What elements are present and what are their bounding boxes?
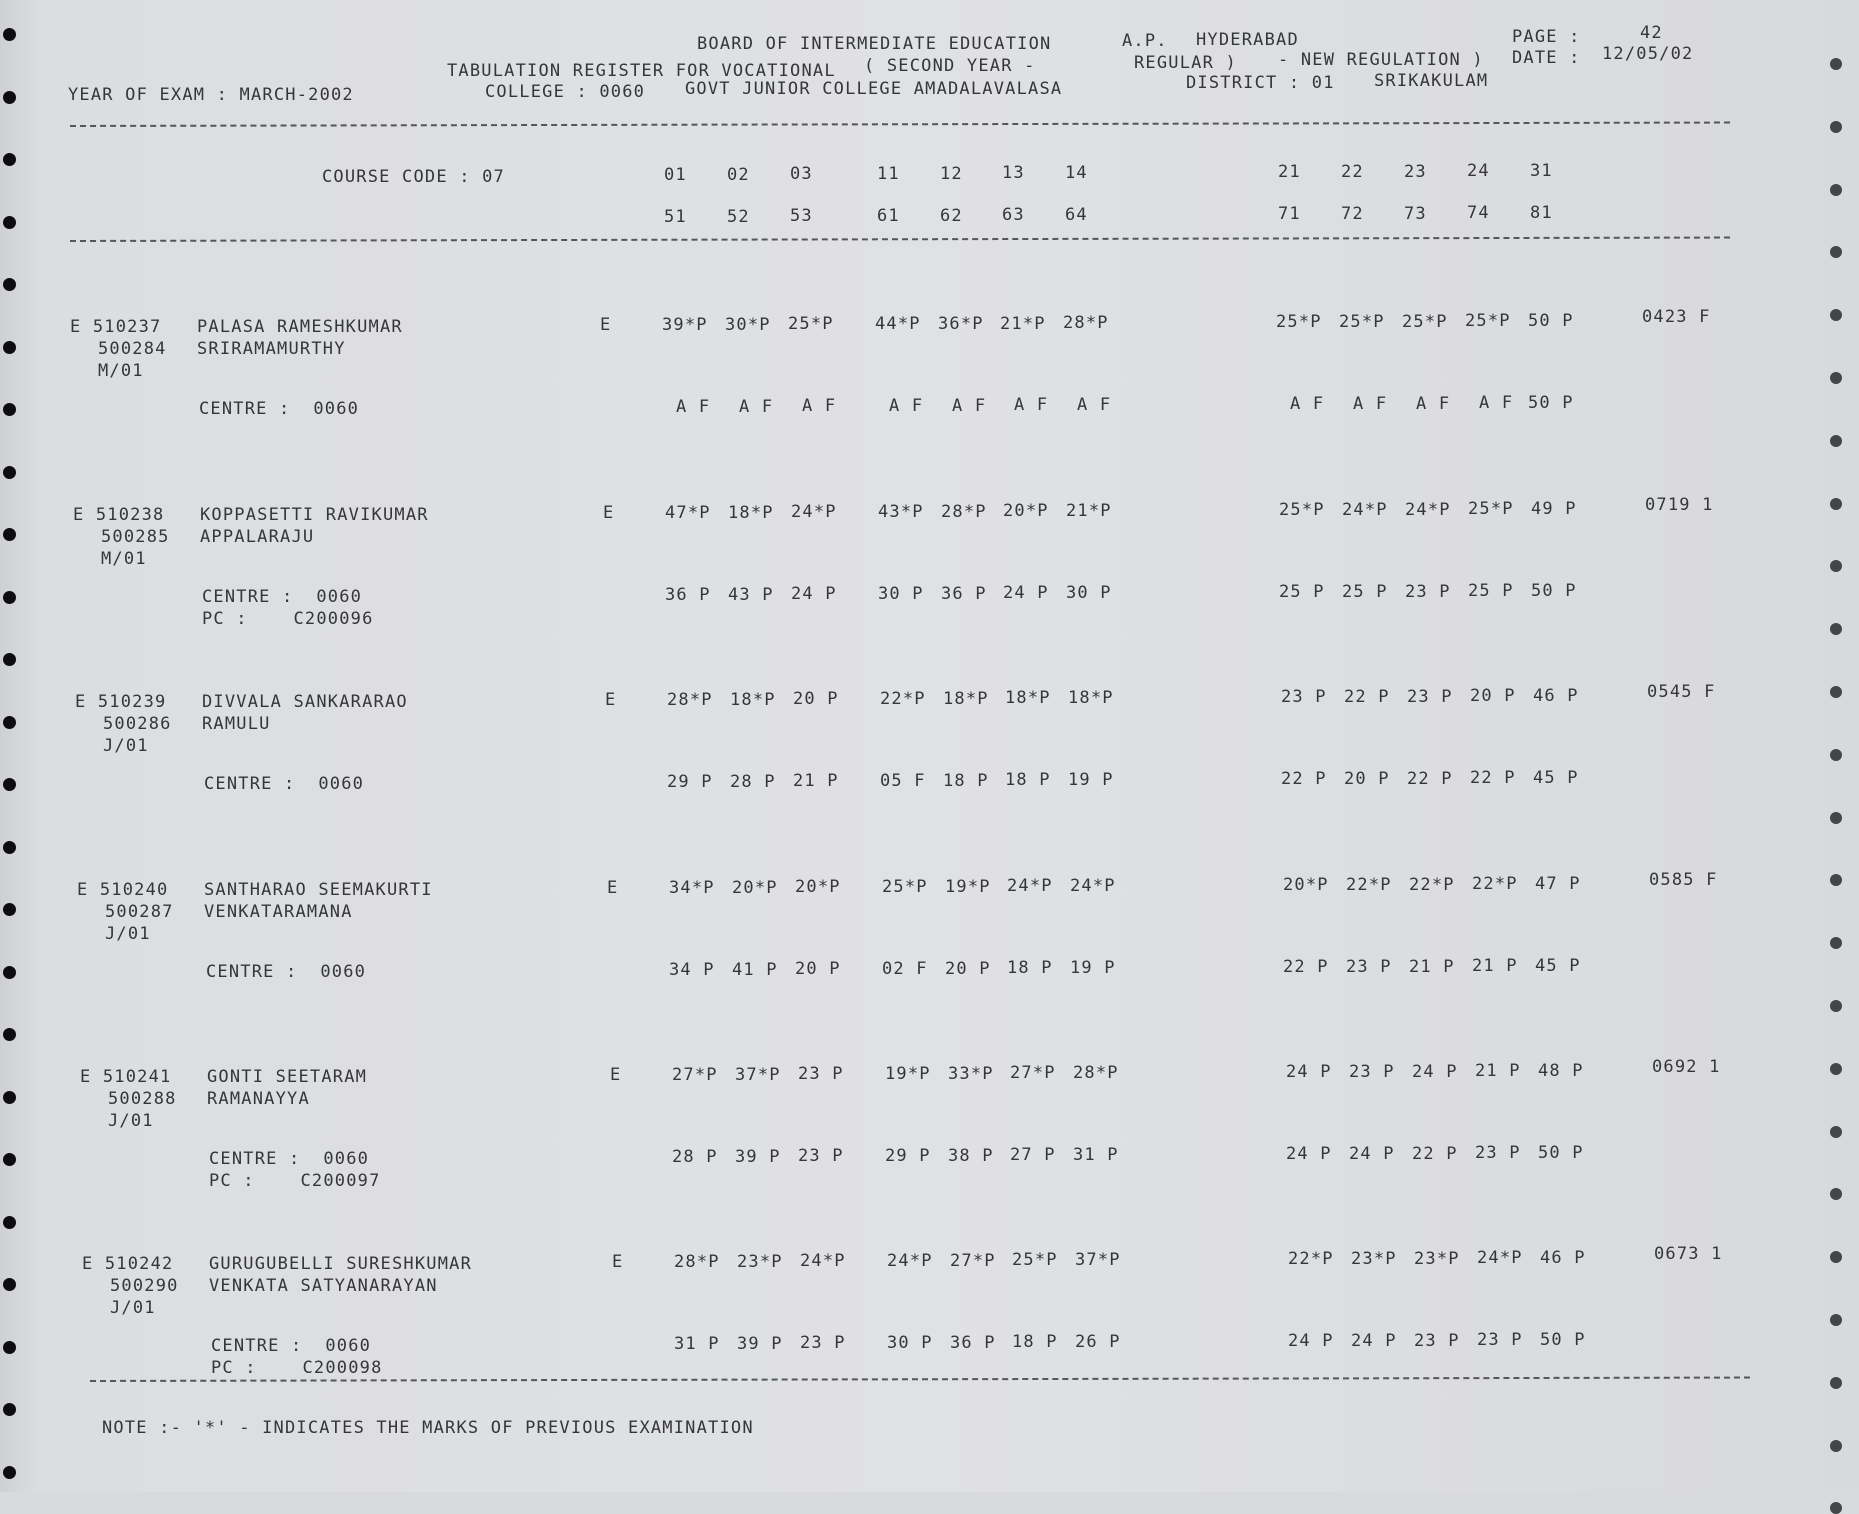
feed-hole	[3, 28, 16, 41]
mark-cell: 25*P	[1465, 311, 1511, 332]
feed-hole	[1830, 372, 1842, 384]
mark-cell: 18*P	[1068, 688, 1114, 709]
mark-cell: 50 P	[1528, 393, 1574, 414]
feed-hole	[1830, 1502, 1842, 1514]
course-subject-code: 24	[1467, 161, 1490, 182]
mark-cell: 25*P	[788, 314, 834, 335]
registration-no: 500285	[101, 527, 170, 547]
mark-cell: 50 P	[1540, 1330, 1586, 1351]
mark-cell: 50 P	[1528, 311, 1574, 332]
date-label: DATE :	[1512, 48, 1581, 68]
mark-cell: 20*P	[732, 877, 778, 898]
course-subject-code: 31	[1530, 161, 1553, 182]
mark-cell: 37*P	[735, 1064, 781, 1085]
mark-cell: 23 P	[1405, 581, 1451, 602]
course-subject-code: 13	[1002, 163, 1025, 184]
mark-cell: 27 P	[1010, 1145, 1056, 1166]
course-subject-code: 51	[664, 207, 687, 227]
hall-ticket-no: E 510237	[70, 317, 162, 337]
mark-cell: 24*P	[1477, 1248, 1523, 1269]
mark-cell: 28*P	[667, 689, 713, 710]
father-name: APPALARAJU	[200, 527, 315, 547]
feed-hole	[1830, 1440, 1842, 1452]
mark-cell: 24 P	[1003, 583, 1049, 604]
feed-hole	[1830, 498, 1842, 510]
mark-cell: 27*P	[672, 1064, 718, 1085]
mark-cell: 02 F	[882, 959, 928, 980]
mark-cell: A F	[1014, 395, 1049, 416]
mark-cell: 36 P	[950, 1332, 996, 1353]
feed-hole	[1830, 58, 1842, 70]
state-label: A.P.	[1122, 31, 1168, 51]
course-subject-code: 22	[1341, 161, 1364, 182]
mark-cell: 21 P	[793, 771, 839, 792]
feed-hole	[3, 1341, 16, 1354]
mark-cell: 24 P	[1286, 1144, 1332, 1165]
medium-code: E	[605, 690, 617, 710]
mark-cell: A F	[1416, 393, 1451, 414]
mark-cell: 18*P	[1005, 688, 1051, 709]
course-subject-code: 74	[1467, 203, 1490, 224]
feed-hole	[3, 341, 16, 354]
mark-cell: 20 P	[795, 959, 841, 980]
feed-hole	[3, 841, 16, 854]
mark-cell: 31 P	[1073, 1145, 1119, 1166]
mark-cell: 25 P	[1342, 581, 1388, 602]
college-code: COLLEGE : 0060	[485, 82, 646, 102]
print-date: 12/05/02	[1602, 44, 1694, 64]
mark-cell: 23 P	[1407, 686, 1453, 707]
mark-cell: 37*P	[1075, 1250, 1121, 1271]
mark-cell: 24 P	[1412, 1061, 1458, 1082]
course-subject-code: 03	[790, 164, 813, 185]
mark-cell: 23 P	[800, 1333, 846, 1354]
student-name: KOPPASETTI RAVIKUMAR	[200, 505, 429, 525]
mark-cell: 30 P	[1066, 583, 1112, 604]
mark-cell: 24 P	[791, 584, 837, 605]
mark-cell: 23 P	[1414, 1330, 1460, 1351]
mark-cell: 36*P	[938, 313, 984, 334]
feed-hole	[1830, 1000, 1842, 1012]
course-subject-code: 01	[664, 165, 687, 185]
feed-hole	[3, 278, 16, 291]
district-code: DISTRICT : 01	[1186, 73, 1335, 93]
mark-cell: 23 P	[1349, 1061, 1395, 1082]
feed-hole	[3, 1403, 16, 1416]
feed-hole	[3, 528, 16, 541]
mark-cell: 24*P	[1007, 876, 1053, 897]
registration-no: 500290	[110, 1276, 179, 1296]
feed-hole	[3, 466, 16, 479]
group-code: J/01	[110, 1298, 156, 1318]
mark-cell: 23 P	[1281, 687, 1327, 708]
group-code: M/01	[98, 361, 144, 381]
mark-cell: 22*P	[1409, 874, 1455, 895]
mark-cell: 21 P	[1475, 1061, 1521, 1082]
mark-cell: 28*P	[1063, 313, 1109, 334]
course-subject-code: 61	[877, 206, 900, 227]
mark-cell: 18 P	[1007, 958, 1053, 979]
course-subject-code: 12	[940, 163, 963, 184]
mark-cell: 24*P	[887, 1251, 933, 1271]
feed-hole	[3, 778, 16, 791]
father-name: VENKATARAMANA	[204, 902, 353, 922]
father-name: RAMULU	[202, 714, 271, 734]
mark-cell: 24 P	[1351, 1330, 1397, 1351]
course-code-label: COURSE CODE : 07	[322, 167, 505, 187]
student-name: GONTI SEETARAM	[207, 1067, 368, 1087]
feed-hole	[1830, 686, 1842, 698]
course-subject-code: 71	[1278, 204, 1301, 225]
course-subject-code: 53	[790, 206, 813, 227]
mark-cell: 50 P	[1531, 581, 1577, 602]
mark-cell: 46 P	[1533, 686, 1579, 707]
hall-ticket-no: E 510240	[77, 880, 169, 900]
regulation-label: - NEW REGULATION )	[1278, 50, 1484, 70]
mark-cell: 25*P	[1279, 500, 1325, 521]
mark-cell: 39*P	[662, 315, 708, 336]
mark-cell: 22 P	[1412, 1143, 1458, 1164]
mark-cell: 21*P	[1000, 313, 1046, 334]
mark-cell: 18*P	[943, 688, 989, 709]
registration-no: 500286	[103, 714, 172, 734]
student-name: SANTHARAO SEEMAKURTI	[204, 880, 433, 900]
mark-cell: A F	[1290, 394, 1325, 415]
feed-hole	[3, 1153, 16, 1166]
exam-year: YEAR OF EXAM : MARCH-2002	[68, 85, 354, 105]
mark-cell: 50 P	[1538, 1143, 1584, 1164]
mark-cell: 24*P	[791, 502, 837, 523]
mark-cell: 36 P	[665, 585, 711, 605]
feed-hole	[1830, 1126, 1842, 1138]
mark-cell: 28*P	[941, 501, 987, 522]
hall-ticket-no: E 510242	[82, 1254, 174, 1274]
medium-code: E	[612, 1252, 624, 1272]
mark-cell: A F	[889, 395, 924, 416]
regular-label: REGULAR )	[1134, 53, 1237, 73]
student-name: DIVVALA SANKARARAO	[202, 692, 408, 712]
feed-hole	[3, 591, 16, 604]
mark-cell: 48 P	[1538, 1061, 1584, 1082]
mark-cell: 27*P	[950, 1250, 996, 1271]
feed-hole	[3, 1466, 16, 1479]
mark-cell: A F	[676, 396, 711, 417]
hall-ticket-no: E 510241	[80, 1067, 172, 1087]
mark-cell: 19 P	[1068, 770, 1114, 791]
feed-hole	[3, 966, 16, 979]
page-number: 42	[1640, 23, 1663, 43]
mark-cell: 25*P	[1012, 1250, 1058, 1271]
feed-hole	[3, 1091, 16, 1104]
mark-cell: 44*P	[875, 314, 921, 335]
mark-cell: A F	[802, 396, 837, 417]
mark-cell: 45 P	[1535, 956, 1581, 977]
mark-cell: 25*P	[1276, 312, 1322, 333]
medium-code: E	[603, 503, 615, 523]
mark-cell: 28*P	[1073, 1063, 1119, 1084]
exam-centre: CENTRE : 0060	[204, 774, 365, 794]
feed-hole	[1830, 1063, 1842, 1075]
mark-cell: 22 P	[1344, 686, 1390, 707]
medium-code: E	[610, 1065, 622, 1085]
mark-cell: 21 P	[1409, 956, 1455, 977]
mark-cell: 21*P	[1066, 501, 1112, 522]
group-code: M/01	[101, 549, 147, 569]
mark-cell: 27*P	[1010, 1063, 1056, 1084]
mark-cell: 36 P	[941, 583, 987, 604]
hall-ticket-no: E 510238	[73, 505, 165, 525]
footnote: NOTE :- '*' - INDICATES THE MARKS OF PREVIOUS EXAMINATION	[102, 1418, 754, 1438]
mark-cell: 25*P	[1468, 499, 1514, 520]
mark-cell: 22*P	[1288, 1249, 1334, 1270]
mark-cell: 20*P	[1283, 875, 1329, 896]
mark-cell: 45 P	[1533, 768, 1579, 789]
total-result: 0673 1	[1654, 1244, 1723, 1264]
mark-cell: 18*P	[728, 502, 774, 523]
feed-hole	[1830, 184, 1842, 196]
exam-centre: CENTRE : 0060	[211, 1336, 372, 1356]
mark-cell: 28 P	[730, 771, 776, 792]
feed-hole	[1830, 812, 1842, 824]
total-result: 0423 F	[1642, 307, 1711, 327]
feed-hole	[3, 1028, 16, 1041]
student-name: PALASA RAMESHKUMAR	[197, 317, 403, 337]
board-title: BOARD OF INTERMEDIATE EDUCATION	[697, 34, 1052, 54]
student-name: GURUGUBELLI SURESHKUMAR	[209, 1254, 473, 1274]
mark-cell: 39 P	[737, 1333, 783, 1354]
mark-cell: 25 P	[1468, 581, 1514, 602]
father-name: RAMANAYYA	[207, 1089, 310, 1109]
medium-code: E	[600, 315, 612, 335]
mark-cell: 20*P	[795, 877, 841, 898]
mark-cell: 28*P	[674, 1251, 720, 1272]
feed-hole	[3, 903, 16, 916]
mark-cell: 22 P	[1407, 768, 1453, 789]
group-code: J/01	[108, 1111, 154, 1131]
mark-cell: 05 F	[880, 771, 926, 792]
mark-cell: 34*P	[669, 877, 715, 898]
mark-cell: 24*P	[1405, 499, 1451, 520]
mark-cell: 23*P	[737, 1251, 783, 1272]
mark-cell: 31 P	[674, 1333, 720, 1354]
page-label: PAGE :	[1512, 27, 1581, 47]
mark-cell: 23*P	[1414, 1248, 1460, 1269]
course-subject-code: 62	[940, 205, 963, 226]
feed-hole	[1830, 749, 1842, 761]
father-name: VENKATA SATYANARAYAN	[209, 1276, 438, 1296]
mark-cell: 20 P	[1470, 686, 1516, 707]
course-subject-code: 11	[877, 164, 900, 185]
mark-cell: 18 P	[1005, 770, 1051, 791]
mark-cell: 23 P	[1477, 1330, 1523, 1351]
mark-cell: 20 P	[793, 689, 839, 710]
exam-centre: CENTRE : 0060	[206, 962, 367, 982]
course-subject-code: 02	[727, 164, 750, 185]
feed-hole	[3, 153, 16, 166]
registration-no: 500288	[108, 1089, 177, 1109]
feed-hole	[3, 1278, 16, 1291]
total-result: 0692 1	[1652, 1057, 1721, 1077]
course-subject-code: 72	[1341, 203, 1364, 224]
course-subject-code: 73	[1404, 203, 1427, 224]
feed-hole	[1830, 1314, 1842, 1326]
mark-cell: 49 P	[1531, 499, 1577, 520]
mark-cell: 39 P	[735, 1146, 781, 1167]
mark-cell: 20*P	[1003, 501, 1049, 522]
course-subject-code: 23	[1404, 161, 1427, 182]
total-result: 0585 F	[1649, 870, 1718, 890]
feed-hole	[1830, 121, 1842, 133]
mark-cell: 19*P	[945, 876, 991, 897]
mark-cell: 22*P	[1472, 874, 1518, 895]
mark-cell: 46 P	[1540, 1248, 1586, 1269]
pc-number: PC : C200096	[202, 609, 374, 629]
feed-hole	[3, 1216, 16, 1229]
feed-hole	[3, 216, 16, 229]
mark-cell: 22 P	[1283, 957, 1329, 978]
college-name: GOVT JUNIOR COLLEGE AMADALAVALASA	[685, 79, 1063, 99]
father-name: SRIRAMAMURTHY	[197, 339, 346, 359]
mark-cell: 38 P	[948, 1145, 994, 1166]
mark-cell: 20 P	[945, 958, 991, 979]
mark-cell: 20 P	[1344, 768, 1390, 789]
pc-number: PC : C200097	[209, 1171, 381, 1191]
mark-cell: 26 P	[1075, 1332, 1121, 1353]
mark-cell: 23 P	[798, 1064, 844, 1085]
mark-cell: 24*P	[1070, 876, 1116, 897]
mark-cell: 24 P	[1349, 1143, 1395, 1164]
mark-cell: 22*P	[1346, 874, 1392, 895]
feed-hole	[1830, 435, 1842, 447]
mark-cell: 43 P	[728, 584, 774, 605]
mark-cell: 18 P	[943, 770, 989, 791]
feed-hole	[1830, 1377, 1842, 1389]
mark-cell: 24*P	[1342, 499, 1388, 520]
mark-cell: 25*P	[882, 877, 928, 898]
course-subject-code: 81	[1530, 203, 1553, 224]
feed-hole	[3, 653, 16, 666]
mark-cell: 19 P	[1070, 958, 1116, 979]
course-subject-code: 64	[1065, 205, 1088, 226]
mark-cell: A F	[739, 396, 774, 417]
mark-cell: 23 P	[1346, 956, 1392, 977]
course-subject-code: 63	[1002, 205, 1025, 226]
mark-cell: 23 P	[1475, 1143, 1521, 1164]
mark-cell: 18 P	[1012, 1332, 1058, 1353]
mark-cell: 24 P	[1286, 1062, 1332, 1083]
hall-ticket-no: E 510239	[75, 692, 167, 712]
group-code: J/01	[105, 924, 151, 944]
mark-cell: 30*P	[725, 314, 771, 335]
exam-centre: CENTRE : 0060	[202, 587, 363, 607]
mark-cell: 24 P	[1288, 1331, 1334, 1352]
mark-cell: A F	[1077, 395, 1112, 416]
total-result: 0545 F	[1647, 682, 1716, 702]
registration-no: 500284	[98, 339, 167, 359]
mark-cell: 25*P	[1402, 311, 1448, 332]
registration-no: 500287	[105, 902, 174, 922]
mark-cell: A F	[1353, 393, 1388, 414]
mark-cell: 29 P	[885, 1146, 931, 1167]
group-code: J/01	[103, 736, 149, 756]
city-label: HYDERABAD	[1196, 30, 1299, 50]
register-title: TABULATION REGISTER FOR VOCATIONAL	[447, 61, 836, 81]
mark-cell: 23 P	[798, 1146, 844, 1167]
mark-cell: 47*P	[665, 503, 711, 523]
feed-hole	[3, 403, 16, 416]
course-subject-code: 21	[1278, 162, 1301, 183]
feed-hole	[3, 716, 16, 729]
mark-cell: 24*P	[800, 1251, 846, 1272]
total-result: 0719 1	[1645, 495, 1714, 515]
mark-cell: 22 P	[1281, 769, 1327, 790]
year-label: ( SECOND YEAR -	[864, 56, 1036, 76]
district-name: SRIKAKULAM	[1374, 71, 1489, 91]
mark-cell: 22*P	[880, 689, 926, 710]
exam-centre: CENTRE : 0060	[199, 399, 360, 419]
mark-cell: A F	[1479, 393, 1514, 414]
mark-cell: 43*P	[878, 502, 924, 523]
mark-cell: 21 P	[1472, 956, 1518, 977]
mark-cell: 34 P	[669, 959, 715, 980]
mark-cell: 30 P	[878, 584, 924, 605]
mark-cell: 25 P	[1279, 582, 1325, 603]
pc-number: PC : C200098	[211, 1358, 383, 1378]
exam-centre: CENTRE : 0060	[209, 1149, 370, 1169]
mark-cell: 47 P	[1535, 874, 1581, 895]
mark-cell: 23*P	[1351, 1248, 1397, 1269]
mark-cell: 18*P	[730, 689, 776, 710]
medium-code: E	[607, 878, 619, 898]
mark-cell: 30 P	[887, 1333, 933, 1353]
course-subject-code: 52	[727, 206, 750, 227]
mark-cell: 41 P	[732, 959, 778, 980]
mark-cell: 19*P	[885, 1064, 931, 1085]
mark-cell: A F	[952, 395, 987, 416]
mark-cell: 28 P	[672, 1146, 718, 1167]
mark-cell: 25*P	[1339, 311, 1385, 332]
mark-cell: 33*P	[948, 1063, 994, 1084]
mark-cell: 29 P	[667, 771, 713, 792]
course-subject-code: 14	[1065, 163, 1088, 184]
mark-cell: 22 P	[1470, 768, 1516, 789]
feed-hole	[3, 91, 16, 104]
